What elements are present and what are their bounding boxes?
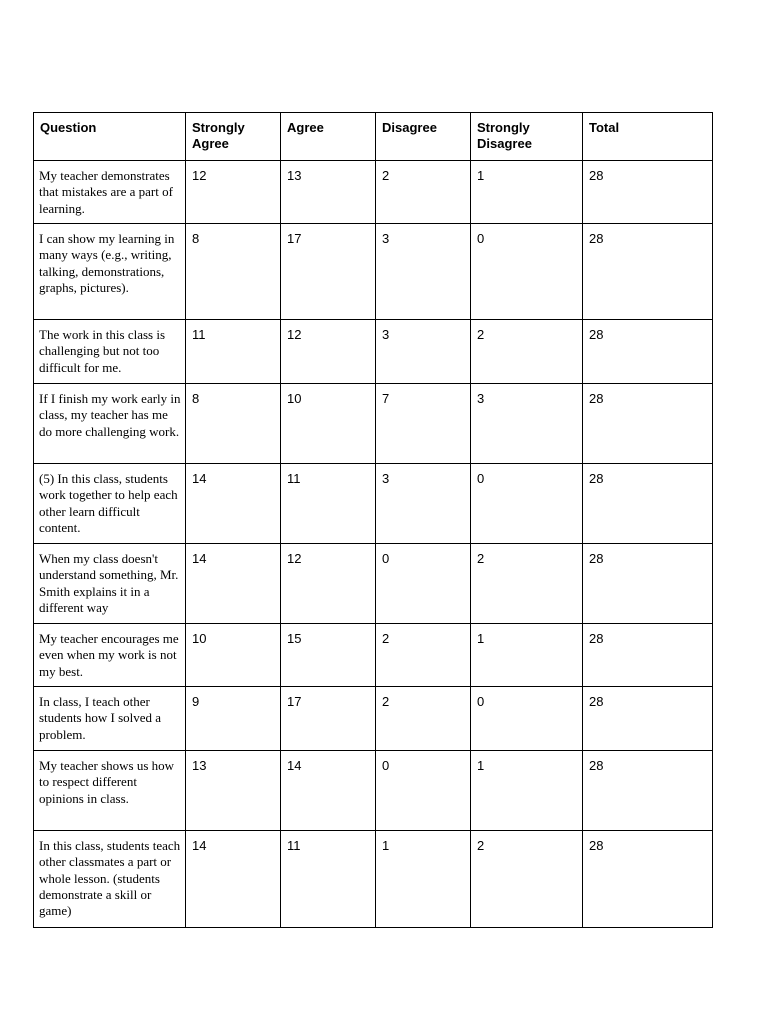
question-cell: (5) In this class, students work together to help each other learn difficult content. <box>34 464 186 544</box>
strongly-agree-cell: 13 <box>186 751 281 831</box>
strongly-agree-cell: 10 <box>186 624 281 687</box>
header-total: Total <box>583 113 713 161</box>
agree-cell: 11 <box>281 464 376 544</box>
total-cell: 28 <box>583 544 713 624</box>
table-row <box>34 831 713 928</box>
question-cell: In this class, students teach other classmates a part or whole lesson. (students demonstrate a skill or game) <box>34 831 186 928</box>
total-cell: 28 <box>583 624 713 687</box>
strongly-agree-cell: 14 <box>186 544 281 624</box>
table-row <box>34 624 713 687</box>
table-row <box>34 161 713 224</box>
table-row <box>34 464 713 544</box>
disagree-cell: 7 <box>376 384 471 464</box>
agree-cell: 15 <box>281 624 376 687</box>
question-cell: My teacher demonstrates that mistakes are a part of learning. <box>34 161 186 224</box>
table-header-row <box>34 113 713 161</box>
agree-cell: 10 <box>281 384 376 464</box>
disagree-cell: 2 <box>376 624 471 687</box>
strongly-disagree-cell: 1 <box>471 161 583 224</box>
table-row <box>34 224 713 320</box>
strongly-agree-cell: 14 <box>186 831 281 928</box>
agree-cell: 17 <box>281 224 376 320</box>
header-strongly-disagree: Strongly Disagree <box>471 113 583 161</box>
total-cell: 28 <box>583 831 713 928</box>
table-row <box>34 751 713 831</box>
strongly-disagree-cell: 1 <box>471 624 583 687</box>
question-cell: The work in this class is challenging but not too difficult for me. <box>34 320 186 384</box>
strongly-disagree-cell: 1 <box>471 751 583 831</box>
strongly-agree-cell: 8 <box>186 224 281 320</box>
header-disagree: Disagree <box>376 113 471 161</box>
strongly-agree-cell: 14 <box>186 464 281 544</box>
total-cell: 28 <box>583 751 713 831</box>
question-cell: My teacher encourages me even when my work is not my best. <box>34 624 186 687</box>
question-cell: When my class doesn't understand something, Mr. Smith explains it in a different way <box>34 544 186 624</box>
question-cell: My teacher shows us how to respect different opinions in class. <box>34 751 186 831</box>
agree-cell: 12 <box>281 544 376 624</box>
strongly-agree-cell: 12 <box>186 161 281 224</box>
header-strongly-agree: Strongly Agree <box>186 113 281 161</box>
strongly-disagree-cell: 2 <box>471 544 583 624</box>
strongly-agree-cell: 9 <box>186 687 281 751</box>
survey-results-table <box>33 112 713 928</box>
total-cell: 28 <box>583 224 713 320</box>
strongly-agree-cell: 11 <box>186 320 281 384</box>
agree-cell: 14 <box>281 751 376 831</box>
table-row <box>34 320 713 384</box>
total-cell: 28 <box>583 384 713 464</box>
strongly-disagree-cell: 0 <box>471 464 583 544</box>
disagree-cell: 1 <box>376 831 471 928</box>
disagree-cell: 2 <box>376 687 471 751</box>
agree-cell: 13 <box>281 161 376 224</box>
total-cell: 28 <box>583 464 713 544</box>
disagree-cell: 2 <box>376 161 471 224</box>
total-cell: 28 <box>583 320 713 384</box>
strongly-disagree-cell: 0 <box>471 224 583 320</box>
table-row <box>34 544 713 624</box>
question-cell: I can show my learning in many ways (e.g., writing, talking, demonstrations, graphs, pictures). <box>34 224 186 320</box>
disagree-cell: 3 <box>376 464 471 544</box>
header-question: Question <box>34 113 186 161</box>
total-cell: 28 <box>583 161 713 224</box>
disagree-cell: 3 <box>376 224 471 320</box>
disagree-cell: 3 <box>376 320 471 384</box>
table-row <box>34 687 713 751</box>
header-agree: Agree <box>281 113 376 161</box>
strongly-disagree-cell: 2 <box>471 831 583 928</box>
total-cell: 28 <box>583 687 713 751</box>
agree-cell: 12 <box>281 320 376 384</box>
question-cell: If I finish my work early in class, my teacher has me do more challenging work. <box>34 384 186 464</box>
strongly-agree-cell: 8 <box>186 384 281 464</box>
question-cell: In class, I teach other students how I solved a problem. <box>34 687 186 751</box>
strongly-disagree-cell: 2 <box>471 320 583 384</box>
agree-cell: 11 <box>281 831 376 928</box>
strongly-disagree-cell: 0 <box>471 687 583 751</box>
strongly-disagree-cell: 3 <box>471 384 583 464</box>
agree-cell: 17 <box>281 687 376 751</box>
table-row <box>34 384 713 464</box>
disagree-cell: 0 <box>376 544 471 624</box>
disagree-cell: 0 <box>376 751 471 831</box>
